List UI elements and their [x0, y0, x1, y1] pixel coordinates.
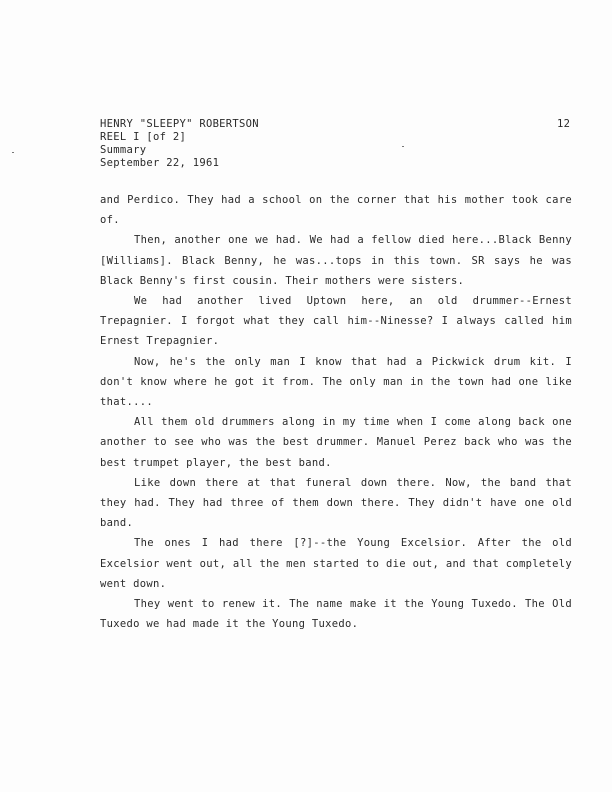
header-summary-label: Summary [100, 144, 147, 156]
paragraph-5: All them old drummers along in my time when I come along back one another to see who was the best drummer. Manuel Perez back who was the best trumpet player, the best band. [100, 416, 572, 469]
paragraph-1: and Perdico. They had a school on the corner that his mother took care of. [100, 194, 572, 227]
document-header [100, 118, 259, 170]
header-interviewee: HENRY "SLEEPY" ROBERTSON [100, 118, 259, 130]
header-date: September 22, 1961 [100, 157, 220, 169]
transcript-body [100, 190, 572, 634]
paragraph-8: They went to renew it. The name make it the Young Tuxedo. The Old Tuxedo we had made it the Young Tuxedo. [100, 598, 572, 631]
page-number: 12 [557, 118, 571, 130]
scan-speck [12, 152, 14, 153]
paragraph-7: The ones I had there [?]--the Young Excelsior. After the old Excelsior went out, all the men started to die out, and that completely went down. [100, 537, 572, 590]
paragraph-4: Now, he's the only man I know that had a Pickwick drum kit. I don't know where he got it from. The only man in the town had one like that.... [100, 355, 572, 409]
header-reel: REEL I [of 2] [100, 131, 187, 143]
paragraph-6: Like down there at that funeral down there. Now, the band that they had. They had three of them down there. They didn't have one old band. [100, 476, 572, 530]
scan-speck [402, 146, 404, 147]
paragraph-3: We had another lived Uptown here, an old drummer--Ernest Trepagnier. I forgot what they call him--Ninesse? I always called him Ernest Trepagnier. [100, 295, 572, 348]
paragraph-2: Then, another one we had. We had a fellow died here...Black Benny [Williams]. Black Benny, he was...tops in this town. SR says he was Black Benny's first cousin. Their mothers were sisters. [100, 234, 572, 287]
